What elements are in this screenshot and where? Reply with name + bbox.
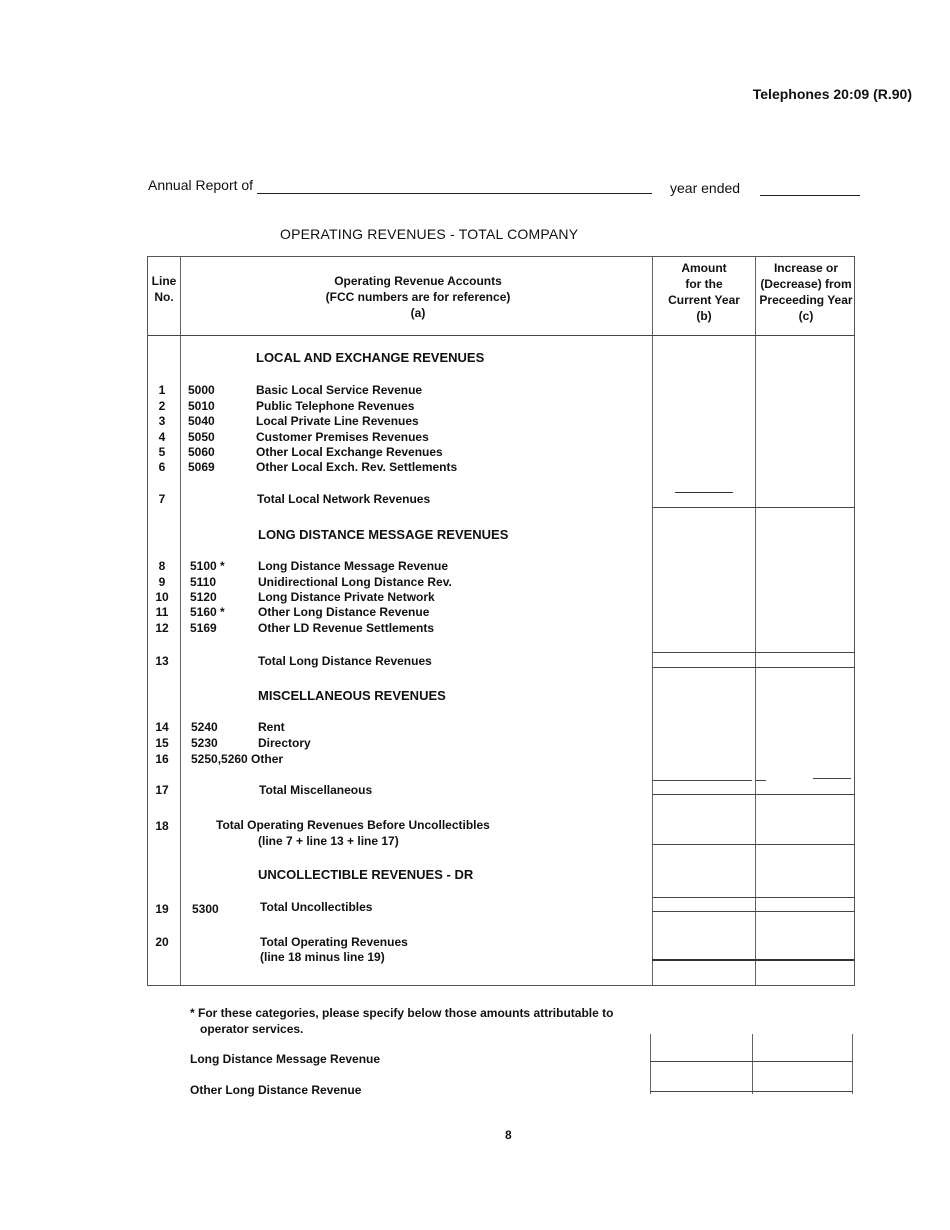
account-desc: Total Operating Revenues Before Uncollectibles	[216, 818, 490, 832]
fcc-code: 5169	[190, 621, 217, 635]
line-number: 10	[155, 590, 169, 604]
line-number: 20	[155, 935, 169, 949]
total-rule	[756, 780, 766, 781]
account-desc: Other Local Exchange Revenues	[256, 445, 443, 459]
section-long-distance: LONG DISTANCE MESSAGE REVENUES	[258, 527, 509, 542]
total-rule	[813, 778, 851, 779]
ld-message-amount-cell[interactable]	[651, 1036, 751, 1058]
total-rule	[652, 794, 854, 795]
total-rule	[652, 652, 854, 653]
line-number: 7	[158, 492, 166, 506]
col-header-c: Increase or (Decrease) from Preceeding Year (c)	[759, 261, 853, 323]
account-desc: Rent	[258, 720, 285, 734]
account-desc: Total Long Distance Revenues	[258, 654, 432, 668]
col-divider-a	[652, 257, 653, 985]
account-desc: Directory	[258, 736, 311, 750]
grid-rule	[650, 1091, 853, 1092]
fcc-code: 5050	[188, 430, 215, 444]
page-title: OPERATING REVENUES - TOTAL COMPANY	[280, 226, 579, 242]
form-id: Telephones 20:09 (R.90)	[752, 86, 912, 102]
line-number: 17	[155, 783, 169, 797]
line-number: 14	[155, 720, 169, 734]
account-desc: Public Telephone Revenues	[256, 399, 415, 413]
footnote: * For these categories, please specify below those amounts attributable to operator services.	[190, 1006, 614, 1036]
col-divider-b	[755, 257, 756, 985]
fcc-code: 5250,5260 Other	[191, 752, 284, 766]
col-header-a: Operating Revenue Accounts (FCC numbers are for reference) (a)	[325, 274, 511, 320]
col-header-line: Line No.	[151, 274, 177, 304]
total-rule	[652, 844, 854, 845]
account-desc: Total Miscellaneous	[259, 783, 373, 797]
account-desc: Other Local Exch. Rev. Settlements	[256, 460, 458, 474]
footer-row-label: Long Distance Message Revenue	[190, 1052, 381, 1066]
line-number: 5	[158, 445, 166, 459]
grid-rule	[650, 1061, 853, 1062]
line-number: 1	[158, 383, 166, 397]
line-number: 15	[155, 736, 169, 750]
year-ended-blank[interactable]	[760, 195, 860, 196]
account-desc: Unidirectional Long Distance Rev.	[258, 575, 452, 589]
account-desc: Long Distance Private Network	[258, 590, 435, 604]
fcc-code: 5230	[191, 736, 218, 750]
page-number: 8	[505, 1128, 512, 1142]
total-rule	[652, 667, 854, 668]
section-misc: MISCELLANEOUS REVENUES	[258, 688, 446, 703]
ld-message-change-cell[interactable]	[753, 1036, 853, 1058]
account-desc: Basic Local Service Revenue	[256, 383, 423, 397]
account-desc: Other Long Distance Revenue	[258, 605, 430, 619]
line-number: 19	[155, 902, 169, 916]
fcc-code: 5160 *	[190, 605, 225, 619]
account-desc: Total Uncollectibles	[260, 900, 373, 914]
line-number: 2	[158, 399, 166, 413]
fcc-code: 5000	[188, 383, 215, 397]
fcc-code: 5040	[188, 414, 215, 428]
header-rule	[148, 335, 854, 336]
year-ended-label: year ended	[670, 180, 741, 196]
other-ld-amount-cell[interactable]	[651, 1063, 751, 1089]
fcc-code: 5100 *	[190, 559, 225, 573]
line-number: 9	[158, 575, 166, 589]
total-rule	[652, 959, 854, 961]
fcc-code: 5240	[191, 720, 218, 734]
account-desc: Other LD Revenue Settlements	[258, 621, 435, 635]
account-desc-sub: (line 18 minus line 19)	[260, 950, 385, 964]
footer-row-label: Other Long Distance Revenue	[190, 1083, 362, 1097]
line-number: 3	[158, 414, 166, 428]
line-number: 8	[158, 559, 166, 573]
total-rule	[652, 780, 752, 781]
fcc-code: 5300	[192, 902, 219, 916]
total-rule	[652, 507, 854, 508]
annual-report-blank[interactable]	[257, 193, 652, 194]
annual-report-label: Annual Report of	[148, 177, 254, 193]
account-desc: Total Local Network Revenues	[257, 492, 431, 506]
line-number: 4	[158, 430, 166, 444]
line-number: 16	[155, 752, 169, 766]
account-desc: Total Operating Revenues	[260, 935, 408, 949]
line-number: 11	[155, 605, 169, 619]
account-desc: Customer Premises Revenues	[256, 430, 429, 444]
fcc-code: 5010	[188, 399, 215, 413]
section-local: LOCAL AND EXCHANGE REVENUES	[256, 350, 485, 365]
account-desc: Long Distance Message Revenue	[258, 559, 449, 573]
line-number: 13	[155, 654, 169, 668]
section-uncollectible: UNCOLLECTIBLE REVENUES - DR	[258, 867, 474, 882]
account-desc-sub: (line 7 + line 13 + line 17)	[258, 834, 399, 848]
line-number: 18	[155, 819, 169, 833]
revenue-table	[147, 256, 855, 986]
line-number: 12	[155, 621, 169, 635]
fcc-code: 5069	[188, 460, 215, 474]
account-desc: Local Private Line Revenues	[256, 414, 419, 428]
other-ld-change-cell[interactable]	[753, 1063, 853, 1089]
fcc-code: 5120	[190, 590, 217, 604]
line-number: 6	[158, 460, 166, 474]
fcc-code: 5110	[190, 575, 217, 589]
fcc-code: 5060	[188, 445, 215, 459]
total-rule	[652, 911, 854, 912]
col-divider-line	[180, 257, 181, 985]
total-rule	[652, 897, 854, 898]
col-header-b: Amount for the Current Year (b)	[668, 261, 740, 323]
total-rule	[675, 492, 733, 493]
